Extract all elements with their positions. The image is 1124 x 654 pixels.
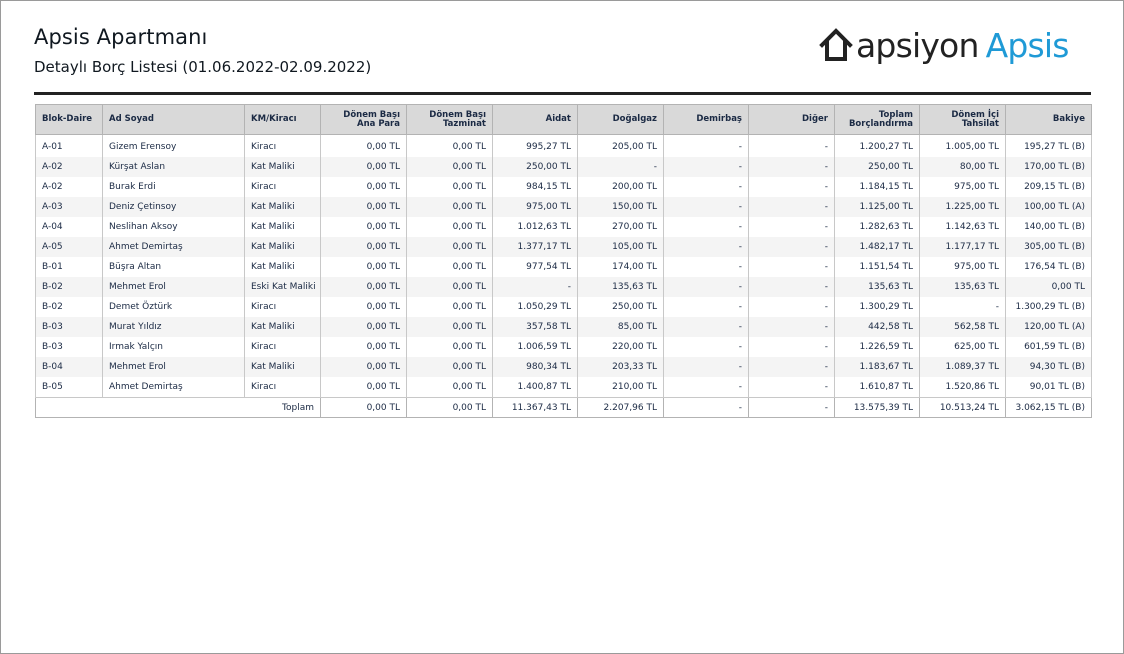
cell-diger: - (749, 257, 835, 277)
cell-dogalgaz: 250,00 TL (578, 297, 664, 317)
cell-ad-soyad: Büşra Altan (103, 257, 245, 277)
logo-text-main: apsiyon (856, 25, 979, 65)
cell-dogalgaz: 210,00 TL (578, 377, 664, 398)
table-header-row (36, 105, 1092, 135)
cell-demirbas: - (664, 157, 749, 177)
cell-km-kiraci: Eski Kat Maliki (245, 277, 321, 297)
cell-donem-basi-tazminat: 0,00 TL (407, 157, 493, 177)
cell-donem-basi-tazminat: 0,00 TL (407, 337, 493, 357)
cell-blok-daire: A-05 (36, 237, 103, 257)
cell-donem-ici-tahsilat: 1.005,00 TL (920, 135, 1006, 158)
totals-row (36, 398, 1092, 418)
cell-toplam-borclandirma: 1.125,00 TL (835, 197, 920, 217)
cell-aidat: 250,00 TL (493, 157, 578, 177)
cell-bakiye: 94,30 TL (B) (1006, 357, 1092, 377)
table-row (36, 177, 1092, 197)
cell-ad-soyad: Ahmet Demirtaş (103, 237, 245, 257)
table-row (36, 317, 1092, 337)
cell-diger: - (749, 157, 835, 177)
cell-dogalgaz: 85,00 TL (578, 317, 664, 337)
cell-toplam-borclandirma: 250,00 TL (835, 157, 920, 177)
cell-dogalgaz: 220,00 TL (578, 337, 664, 357)
cell-diger: - (749, 357, 835, 377)
cell-aidat: 1.012,63 TL (493, 217, 578, 237)
cell-demirbas: - (664, 277, 749, 297)
cell-ad-soyad: Ahmet Demirtaş (103, 377, 245, 398)
cell-toplam-borclandirma: 1.226,59 TL (835, 337, 920, 357)
cell-toplam-borclandirma: 1.300,29 TL (835, 297, 920, 317)
cell-blok-daire: A-02 (36, 157, 103, 177)
cell-donem-basi-ana-para: 0,00 TL (321, 317, 407, 337)
cell-toplam-borclandirma: 1.184,15 TL (835, 177, 920, 197)
cell-donem-basi-tazminat: 0,00 TL (407, 217, 493, 237)
col-header: Blok-Daire (36, 105, 103, 135)
table-row (36, 337, 1092, 357)
cell-bakiye: 1.300,29 TL (B) (1006, 297, 1092, 317)
cell-dogalgaz: 174,00 TL (578, 257, 664, 277)
cell-aidat: 977,54 TL (493, 257, 578, 277)
cell-toplam-borclandirma: 1.610,87 TL (835, 377, 920, 398)
cell-donem-basi-ana-para: 0,00 TL (321, 177, 407, 197)
cell-demirbas: - (664, 177, 749, 197)
cell-bakiye: 90,01 TL (B) (1006, 377, 1092, 398)
cell-toplam-borclandirma: 442,58 TL (835, 317, 920, 337)
cell-ad-soyad: Neslihan Aksoy (103, 217, 245, 237)
cell-dogalgaz: 205,00 TL (578, 135, 664, 158)
cell-km-kiraci: Kat Maliki (245, 317, 321, 337)
cell-toplam-borclandirma: 135,63 TL (835, 277, 920, 297)
totals-label: Toplam (36, 398, 321, 418)
cell-donem-basi-ana-para: 0,00 TL (321, 377, 407, 398)
table-row (36, 377, 1092, 398)
cell-donem-basi-tazminat: 0,00 TL (407, 135, 493, 158)
table-row (36, 157, 1092, 177)
cell-donem-basi-ana-para: 0,00 TL (321, 135, 407, 158)
cell-blok-daire: B-03 (36, 337, 103, 357)
cell-donem-basi-ana-para: 0,00 TL (321, 237, 407, 257)
cell-aidat: 1.006,59 TL (493, 337, 578, 357)
header-divider (34, 92, 1091, 95)
report-subtitle: Detaylı Borç Listesi (01.06.2022-02.09.2022) (34, 58, 372, 76)
cell-blok-daire: A-03 (36, 197, 103, 217)
cell-diger: - (749, 197, 835, 217)
cell-bakiye: 195,27 TL (B) (1006, 135, 1092, 158)
cell-diger: - (749, 297, 835, 317)
cell-diger: - (749, 237, 835, 257)
cell-dogalgaz: 203,33 TL (578, 357, 664, 377)
cell-dogalgaz: 135,63 TL (578, 277, 664, 297)
table-row (36, 277, 1092, 297)
cell-km-kiraci: Kiracı (245, 337, 321, 357)
cell-demirbas: - (664, 257, 749, 277)
cell-ad-soyad: Mehmet Erol (103, 277, 245, 297)
cell-toplam-borclandirma: 1.151,54 TL (835, 257, 920, 277)
cell-blok-daire: A-01 (36, 135, 103, 158)
cell-dogalgaz: 200,00 TL (578, 177, 664, 197)
cell-ad-soyad: Demet Öztürk (103, 297, 245, 317)
cell-demirbas: - (664, 135, 749, 158)
debt-list-table (35, 104, 1092, 418)
cell-demirbas: - (664, 237, 749, 257)
cell-blok-daire: B-01 (36, 257, 103, 277)
cell-km-kiraci: Kiracı (245, 177, 321, 197)
page-title: Apsis Apartmanı (34, 25, 208, 49)
cell-donem-ici-tahsilat: 975,00 TL (920, 257, 1006, 277)
cell-toplam-borclandirma: 1.183,67 TL (835, 357, 920, 377)
cell-blok-daire: B-03 (36, 317, 103, 337)
table-row (36, 357, 1092, 377)
cell-donem-ici-tahsilat: 1.225,00 TL (920, 197, 1006, 217)
cell-donem-ici-tahsilat: - (920, 297, 1006, 317)
cell-demirbas: - (664, 377, 749, 398)
col-header: Aidat (493, 105, 578, 135)
cell-diger: - (749, 135, 835, 158)
cell-bakiye: 176,54 TL (B) (1006, 257, 1092, 277)
col-header: KM/Kiracı (245, 105, 321, 135)
totals-cell: 0,00 TL (321, 398, 407, 418)
cell-diger: - (749, 177, 835, 197)
col-header: Doğalgaz (578, 105, 664, 135)
cell-demirbas: - (664, 217, 749, 237)
cell-donem-basi-ana-para: 0,00 TL (321, 297, 407, 317)
cell-donem-ici-tahsilat: 625,00 TL (920, 337, 1006, 357)
cell-donem-basi-tazminat: 0,00 TL (407, 197, 493, 217)
cell-dogalgaz: 150,00 TL (578, 197, 664, 217)
cell-km-kiraci: Kiracı (245, 135, 321, 158)
cell-km-kiraci: Kiracı (245, 377, 321, 398)
cell-demirbas: - (664, 297, 749, 317)
col-header: Dönem Başı Tazminat (407, 105, 493, 135)
cell-dogalgaz: - (578, 157, 664, 177)
cell-blok-daire: B-05 (36, 377, 103, 398)
col-header: Demirbaş (664, 105, 749, 135)
cell-diger: - (749, 317, 835, 337)
cell-km-kiraci: Kat Maliki (245, 217, 321, 237)
cell-blok-daire: A-02 (36, 177, 103, 197)
cell-aidat: 975,00 TL (493, 197, 578, 217)
cell-toplam-borclandirma: 1.282,63 TL (835, 217, 920, 237)
totals-cell: - (749, 398, 835, 418)
cell-donem-basi-tazminat: 0,00 TL (407, 237, 493, 257)
cell-diger: - (749, 277, 835, 297)
col-header: Dönem İçi Tahsilat (920, 105, 1006, 135)
cell-ad-soyad: Gizem Erensoy (103, 135, 245, 158)
col-header: Ad Soyad (103, 105, 245, 135)
table-row (36, 135, 1092, 158)
cell-bakiye: 140,00 TL (B) (1006, 217, 1092, 237)
totals-cell: 13.575,39 TL (835, 398, 920, 418)
cell-ad-soyad: Murat Yıldız (103, 317, 245, 337)
cell-donem-basi-ana-para: 0,00 TL (321, 337, 407, 357)
cell-donem-basi-ana-para: 0,00 TL (321, 157, 407, 177)
cell-donem-ici-tahsilat: 1.142,63 TL (920, 217, 1006, 237)
table-row (36, 237, 1092, 257)
col-header: Diğer (749, 105, 835, 135)
cell-toplam-borclandirma: 1.200,27 TL (835, 135, 920, 158)
cell-aidat: 980,34 TL (493, 357, 578, 377)
cell-demirbas: - (664, 357, 749, 377)
cell-diger: - (749, 217, 835, 237)
cell-bakiye: 120,00 TL (A) (1006, 317, 1092, 337)
cell-donem-basi-ana-para: 0,00 TL (321, 277, 407, 297)
cell-blok-daire: A-04 (36, 217, 103, 237)
cell-donem-ici-tahsilat: 1.089,37 TL (920, 357, 1006, 377)
cell-donem-ici-tahsilat: 135,63 TL (920, 277, 1006, 297)
cell-ad-soyad: Burak Erdi (103, 177, 245, 197)
house-outline-icon (819, 26, 853, 64)
cell-dogalgaz: 105,00 TL (578, 237, 664, 257)
cell-dogalgaz: 270,00 TL (578, 217, 664, 237)
col-header: Bakiye (1006, 105, 1092, 135)
table-row (36, 297, 1092, 317)
cell-donem-basi-tazminat: 0,00 TL (407, 257, 493, 277)
cell-ad-soyad: Kürşat Aslan (103, 157, 245, 177)
cell-km-kiraci: Kat Maliki (245, 157, 321, 177)
cell-ad-soyad: Mehmet Erol (103, 357, 245, 377)
totals-cell: 2.207,96 TL (578, 398, 664, 418)
cell-blok-daire: B-04 (36, 357, 103, 377)
cell-km-kiraci: Kat Maliki (245, 237, 321, 257)
cell-bakiye: 305,00 TL (B) (1006, 237, 1092, 257)
cell-km-kiraci: Kat Maliki (245, 257, 321, 277)
cell-donem-basi-tazminat: 0,00 TL (407, 377, 493, 398)
cell-bakiye: 0,00 TL (1006, 277, 1092, 297)
cell-aidat: 1.400,87 TL (493, 377, 578, 398)
cell-aidat: 1.377,17 TL (493, 237, 578, 257)
logo-text-brand: Apsis (985, 25, 1069, 65)
cell-donem-basi-tazminat: 0,00 TL (407, 177, 493, 197)
cell-aidat: 984,15 TL (493, 177, 578, 197)
cell-aidat: - (493, 277, 578, 297)
cell-donem-ici-tahsilat: 1.177,17 TL (920, 237, 1006, 257)
table-row (36, 217, 1092, 237)
totals-cell: - (664, 398, 749, 418)
cell-donem-basi-tazminat: 0,00 TL (407, 317, 493, 337)
cell-diger: - (749, 377, 835, 398)
cell-donem-ici-tahsilat: 1.520,86 TL (920, 377, 1006, 398)
cell-donem-basi-ana-para: 0,00 TL (321, 257, 407, 277)
cell-km-kiraci: Kat Maliki (245, 197, 321, 217)
totals-cell: 3.062,15 TL (B) (1006, 398, 1092, 418)
table-row (36, 257, 1092, 277)
cell-km-kiraci: Kat Maliki (245, 357, 321, 377)
cell-donem-basi-ana-para: 0,00 TL (321, 197, 407, 217)
col-header: Toplam Borçlandırma (835, 105, 920, 135)
cell-donem-ici-tahsilat: 975,00 TL (920, 177, 1006, 197)
cell-donem-basi-tazminat: 0,00 TL (407, 297, 493, 317)
cell-toplam-borclandirma: 1.482,17 TL (835, 237, 920, 257)
cell-donem-basi-ana-para: 0,00 TL (321, 357, 407, 377)
cell-bakiye: 100,00 TL (A) (1006, 197, 1092, 217)
cell-donem-basi-tazminat: 0,00 TL (407, 277, 493, 297)
cell-bakiye: 209,15 TL (B) (1006, 177, 1092, 197)
cell-demirbas: - (664, 197, 749, 217)
cell-donem-ici-tahsilat: 562,58 TL (920, 317, 1006, 337)
totals-cell: 10.513,24 TL (920, 398, 1006, 418)
cell-bakiye: 170,00 TL (B) (1006, 157, 1092, 177)
cell-km-kiraci: Kiracı (245, 297, 321, 317)
cell-donem-ici-tahsilat: 80,00 TL (920, 157, 1006, 177)
cell-ad-soyad: Irmak Yalçın (103, 337, 245, 357)
cell-blok-daire: B-02 (36, 297, 103, 317)
cell-aidat: 995,27 TL (493, 135, 578, 158)
totals-cell: 11.367,43 TL (493, 398, 578, 418)
table-row (36, 197, 1092, 217)
cell-diger: - (749, 337, 835, 357)
cell-aidat: 357,58 TL (493, 317, 578, 337)
cell-donem-basi-ana-para: 0,00 TL (321, 217, 407, 237)
cell-bakiye: 601,59 TL (B) (1006, 337, 1092, 357)
cell-blok-daire: B-02 (36, 277, 103, 297)
cell-demirbas: - (664, 317, 749, 337)
apsiyon-logo (819, 23, 1069, 67)
col-header: Dönem Başı Ana Para (321, 105, 407, 135)
cell-ad-soyad: Deniz Çetinsoy (103, 197, 245, 217)
cell-donem-basi-tazminat: 0,00 TL (407, 357, 493, 377)
totals-cell: 0,00 TL (407, 398, 493, 418)
cell-demirbas: - (664, 337, 749, 357)
cell-aidat: 1.050,29 TL (493, 297, 578, 317)
